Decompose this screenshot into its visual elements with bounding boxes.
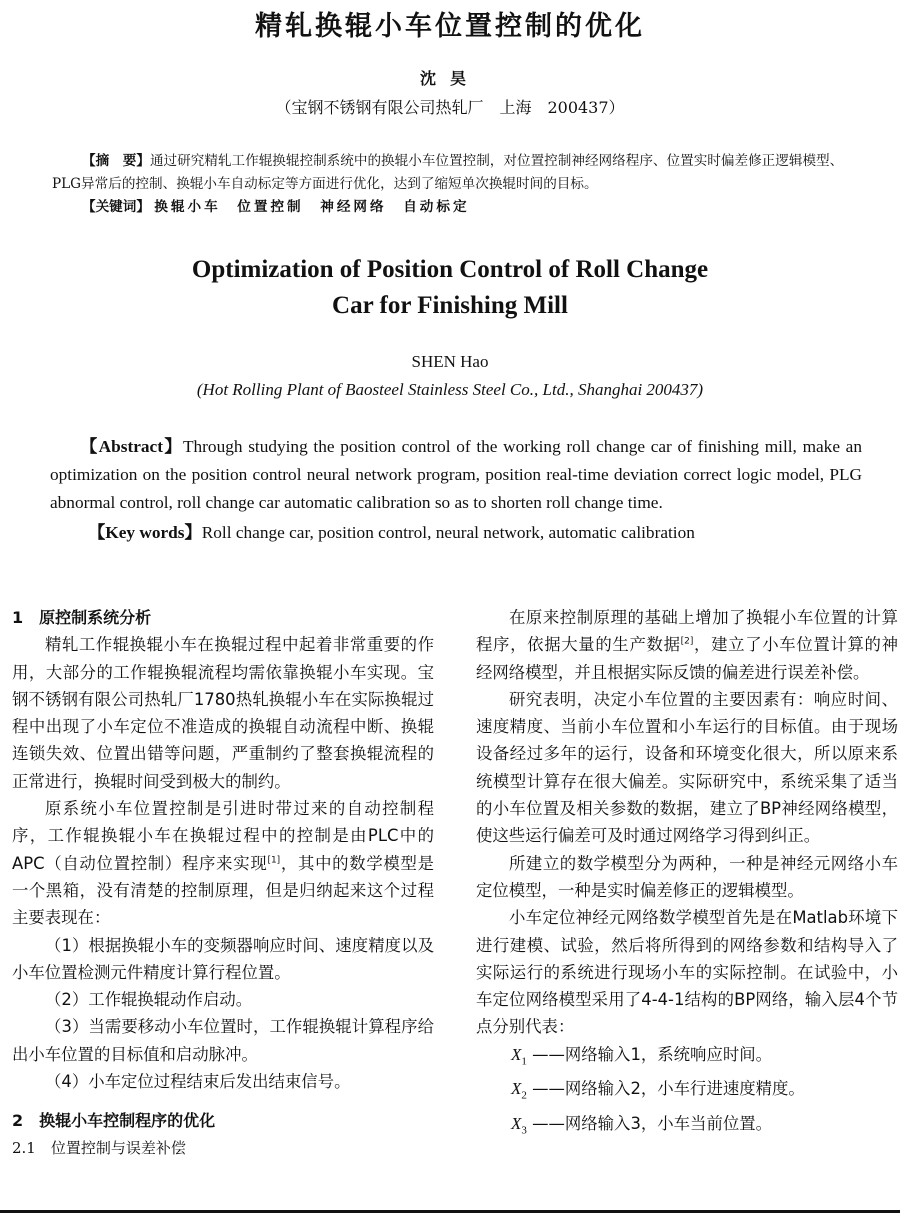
left-paragraph-2 [12, 795, 434, 931]
left-column [12, 604, 434, 1162]
right-paragraph-1 [476, 604, 898, 686]
right-paragraph-1-a: 在原来控制原理的基础上增加了换辊小车位置的计算程序，依据大量的生产数据 [476, 608, 898, 655]
chinese-keywords-text: 换辊小车 位置控制 神经网络 自动标定 [154, 199, 470, 215]
list-item-2: （2）工作辊换辊动作启动。 [45, 990, 253, 1010]
english-title [0, 252, 900, 324]
chinese-affiliation: （宝钢不锈钢有限公司热轧厂 上海 200437） [275, 98, 625, 117]
x3-symbol: $X_3$ [511, 1114, 527, 1137]
left-paragraph-2-a: 原系统小车位置控制是引进时带过来的自动控制程序，工作辊换辊小车在换辊过程中的控制是由PLC中的APC（自动位置控制）程序来实现 [12, 799, 434, 873]
left-paragraph-1: 精轧工作辊换辊小车在换辊过程中起着非常重要的作用，大部分的工作辊换辊流程均需依靠换辊小车实现。宝钢不锈钢有限公司热轧厂1780热轧换辊小车在实际换辊过程中出现了小车定位不准造成的换辊自动流程中断、换辊连锁失效、位置出错等问题，严重制约了整套换辊流程的正常进行，换辊时间受到极大的制约。 [12, 635, 434, 791]
english-keywords-label: 【Key words】 [88, 523, 202, 542]
x2-symbol: $X_2$ [511, 1079, 527, 1102]
citation-1: [1] [267, 855, 281, 866]
section-2-heading: 2 换辊小车控制程序的优化 [12, 1111, 216, 1131]
bottom-rule [0, 1210, 900, 1213]
right-paragraph-2: 研究表明，决定小车位置的主要因素有：响应时间、速度精度、当前小车位置和小车运行的目标值。由于现场设备经过多年的运行，设备和环境变化很大，所以原来系统模型计算存在很大偏差。实际研究中，系统采集了适当的小车位置及相关参数的数据，建立了BP神经网络模型，使这些运行偏差可及时通过网络学习得到纠正。 [476, 689, 898, 846]
section-1-heading: 1 原控制系统分析 [12, 608, 152, 627]
x2-description: ——网络输入2，小车行进速度精度。 [532, 1079, 805, 1099]
x3-description: ——网络输入3，小车当前位置。 [532, 1114, 773, 1134]
right-paragraph-3: 所建立的数学模型分为两种，一种是神经元网络小车定位模型，一种是实时偏差修正的逻辑模型。 [476, 853, 898, 900]
right-paragraph-4: 小车定位神经元网络数学模型首先是在Matlab环境下进行建模、试验，然后将所得到的网络参数和结构导入了实际运行的系统进行现场小车的实际控制。在试验中，小车定位网络模型采用了4-4-1结构的BP网络，输入层4个节点分别代表： [476, 908, 898, 1037]
english-abstract-label: 【Abstract】 [80, 437, 183, 456]
citation-2: [2] [680, 636, 694, 647]
x1-subscript: 1 [521, 1055, 527, 1068]
x3-subscript: 3 [521, 1124, 527, 1137]
list-item-3: （3）当需要移动小车位置时，工作辊换辊计算程序给出小车位置的目标值和启动脉冲。 [12, 1017, 434, 1064]
english-title-line2: Car for Finishing Mill [332, 292, 568, 319]
chinese-author: 沈昊 [419, 69, 480, 88]
chinese-title: 精轧换辊小车位置控制的优化 [255, 11, 645, 42]
chinese-keywords [82, 196, 864, 219]
x2-subscript: 2 [521, 1089, 527, 1102]
chinese-keywords-label: 【关键词】 [82, 199, 150, 215]
section-2-1-heading: 2.1 位置控制与误差补偿 [12, 1138, 186, 1157]
english-keywords [88, 519, 862, 547]
left-paragraph-2-b: ，其中的数学模型是一个黑箱，没有清楚的控制原理，但是归纳起来这个过程主要表现在： [12, 853, 435, 928]
english-keywords-text: Roll change car, position control, neural network, automatic calibration [201, 523, 695, 542]
input-x1-line [476, 1041, 898, 1076]
chinese-abstract-label: 【摘 要】 [82, 153, 150, 169]
english-affiliation: (Hot Rolling Plant of Baosteel Stainless Steel Co., Ltd., Shanghai 200437) [196, 380, 704, 399]
chinese-abstract-text: 通过研究精轧工作辊换辊控制系统中的换辊小车位置控制，对位置控制神经网络程序、位置实时偏差修正逻辑模型、PLG异常后的控制、换辊小车自动标定等方面进行优化，达到了缩短单次换辊时间的目标。 [52, 153, 844, 192]
english-abstract-text: Through studying the position control of the working roll change car of finishing mill, make an optimization on the position control neural network program, position real-time deviation correct logic model, PLG abnormal control, roll change car automatic calibration so as to shorten roll change time. [50, 437, 862, 512]
right-paragraph-1-b: ，建立了小车位置计算的神经网络模型，并且根据实际反馈的偏差进行误差补偿。 [476, 635, 898, 682]
chinese-abstract-block [52, 150, 864, 219]
english-title-line1: Optimization of Position Control of Roll Change [191, 256, 709, 283]
english-abstract [50, 433, 862, 517]
chinese-abstract [52, 150, 864, 196]
list-item-1: （1）根据换辊小车的变频器响应时间、速度精度以及小车位置检测元件精度计算行程位置。 [12, 935, 434, 982]
right-column [476, 604, 898, 1145]
x1-symbol: $X_1$ [511, 1044, 527, 1068]
english-abstract-block [50, 433, 862, 547]
list-item-4: （4）小车定位过程结束后发出结束信号。 [45, 1072, 351, 1092]
x1-description: ——网络输入1，系统响应时间。 [532, 1044, 773, 1064]
english-author: SHEN Hao [411, 352, 489, 371]
input-x3-line [476, 1110, 898, 1145]
input-x2-line [476, 1075, 898, 1110]
